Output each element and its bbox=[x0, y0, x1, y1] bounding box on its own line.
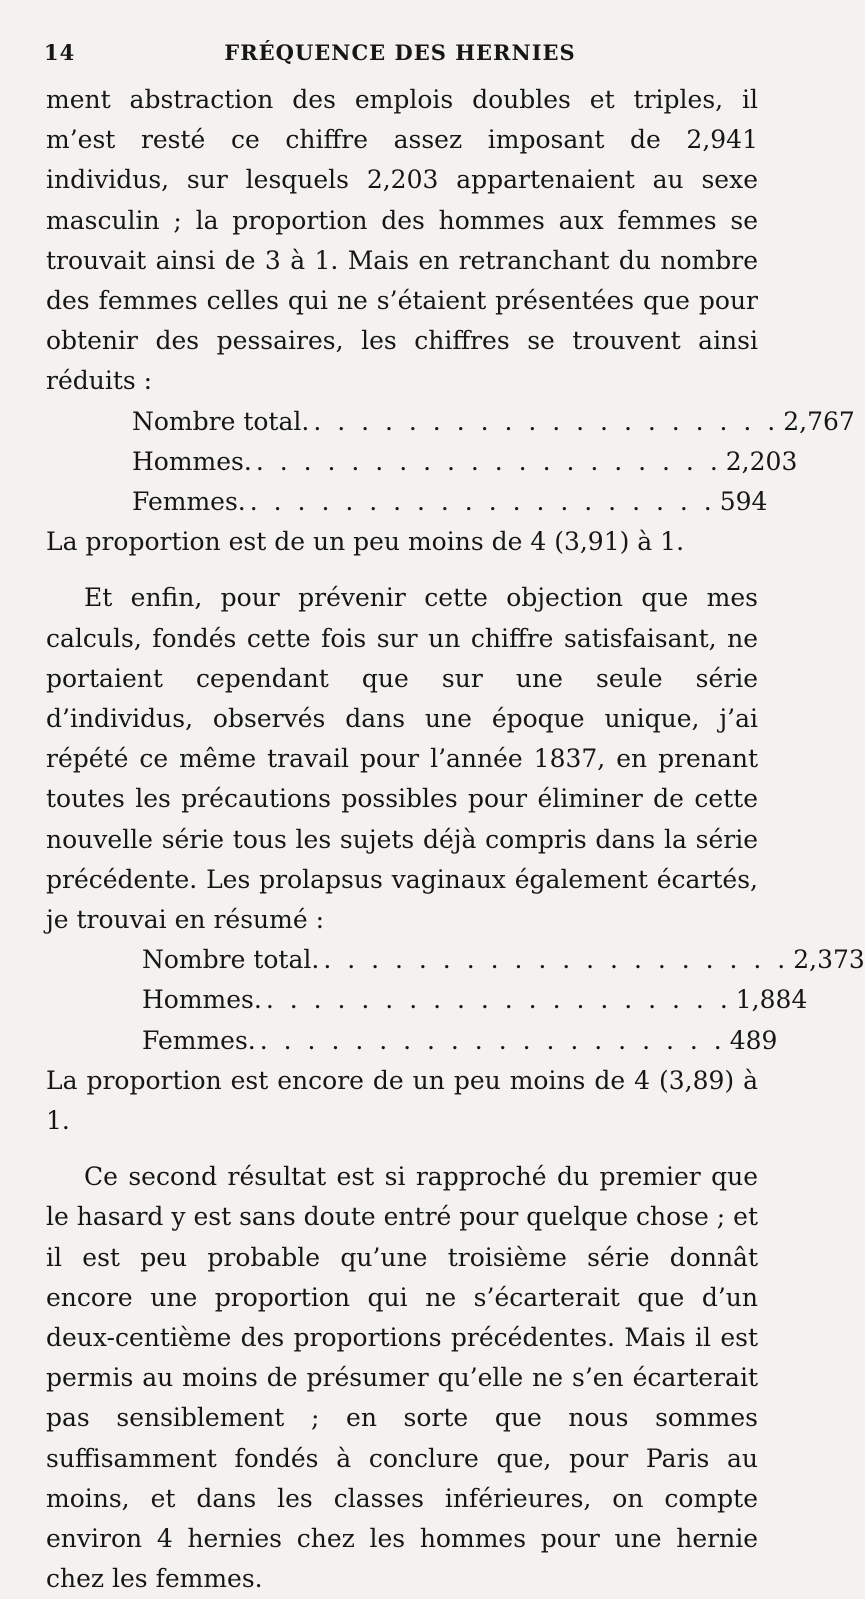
leader-dots: . . . . . . . . . . . . . . . . . . . . bbox=[323, 945, 790, 975]
row-value: 2,203 bbox=[725, 446, 798, 476]
row-value: 489 bbox=[729, 1025, 778, 1055]
table-row bbox=[132, 442, 798, 482]
paragraph-continuation: ment abstraction des emplois doubles et triples, il m’est resté ce chiffre assez imposant de 2,941 individus, sur lesquels 2,203 appartenaient au sexe masculin ; la proportion des hommes aux femmes se trouvait ainsi de 3 à 1. Mais en retranchant du nombre des femmes celles qui ne s’étaient présentées que pour obtenir des pessaires, les chiffres se trouvent ainsi réduits : bbox=[46, 85, 758, 396]
row-value: 594 bbox=[719, 487, 768, 516]
totals-table-second bbox=[46, 940, 865, 1061]
row-label: Femmes. bbox=[142, 1025, 256, 1055]
table-row bbox=[142, 980, 808, 1020]
row-label: Hommes. bbox=[142, 985, 262, 1015]
paragraph-conclusion: Ce second résultat est si rapproché du premier que le hasard y est sans doute entré pour quelque chose ; et il est peu probable qu’une troisième série donnât encore une proportion qui ne s’écarterait que d’un deux-centième des proportions précédentes. Mais il est permis au moins de présumer qu’elle ne s’en écarterait pas sensiblement ; en sorte que nous sommes suffisamment fondés à conclure que, pour Paris au moins, et dans les classes inférieures, on compte environ 4 hernies chez les hommes pour une hernie chez les femmes. bbox=[46, 1162, 758, 1594]
leader-dots: . . . . . . . . . . . . . . . . . . . . bbox=[259, 1025, 726, 1055]
proportion-line-first: La proportion est de un peu moins de 4 (3,91) à 1. bbox=[46, 527, 685, 557]
totals-table-first bbox=[46, 402, 855, 523]
table-row bbox=[132, 402, 855, 442]
table-row bbox=[142, 940, 865, 980]
page-number: 14 bbox=[44, 40, 76, 65]
proportion-line-second: La proportion est encore de un peu moins de 4 (3,89) à 1. bbox=[46, 1065, 758, 1135]
table-row bbox=[142, 1021, 778, 1061]
paragraph-second: Et enfin, pour prévenir cette objection que mes calculs, fondés cette fois sur un chiffre satisfaisant, ne portaient cependant que sur une seule série d’individus, observés dans une époque unique, j’ai répété ce même travail pour l’année 1837, en prenant toutes les précautions possibles pour éliminer de cette nouvelle série tous les sujets déjà compris dans la série précédente. Les prolapsus vaginaux également écartés, je trouvai en résumé : bbox=[46, 583, 758, 935]
leader-dots: . . . . . . . . . . . . . . . . . . . . bbox=[255, 446, 722, 476]
row-value: 2,373 bbox=[793, 945, 865, 975]
row-label: Femmes. bbox=[132, 487, 246, 516]
page-header bbox=[44, 40, 756, 70]
leader-dots: . . . . . . . . . . . . . . . . . . . . bbox=[313, 406, 780, 436]
row-label: Hommes. bbox=[132, 446, 252, 476]
row-label: Nombre total. bbox=[142, 945, 320, 975]
row-value: 1,884 bbox=[735, 985, 808, 1015]
table-row bbox=[132, 482, 768, 522]
row-label: Nombre total. bbox=[132, 406, 310, 436]
page-body bbox=[46, 80, 865, 1599]
row-value: 2,767 bbox=[783, 406, 855, 436]
running-title: FRÉQUENCE DES HERNIES bbox=[224, 40, 576, 65]
leader-dots: . . . . . . . . . . . . . . . . . . . . bbox=[265, 985, 732, 1015]
leader-dots: . . . . . . . . . . . . . . . . . . . . bbox=[249, 487, 716, 516]
